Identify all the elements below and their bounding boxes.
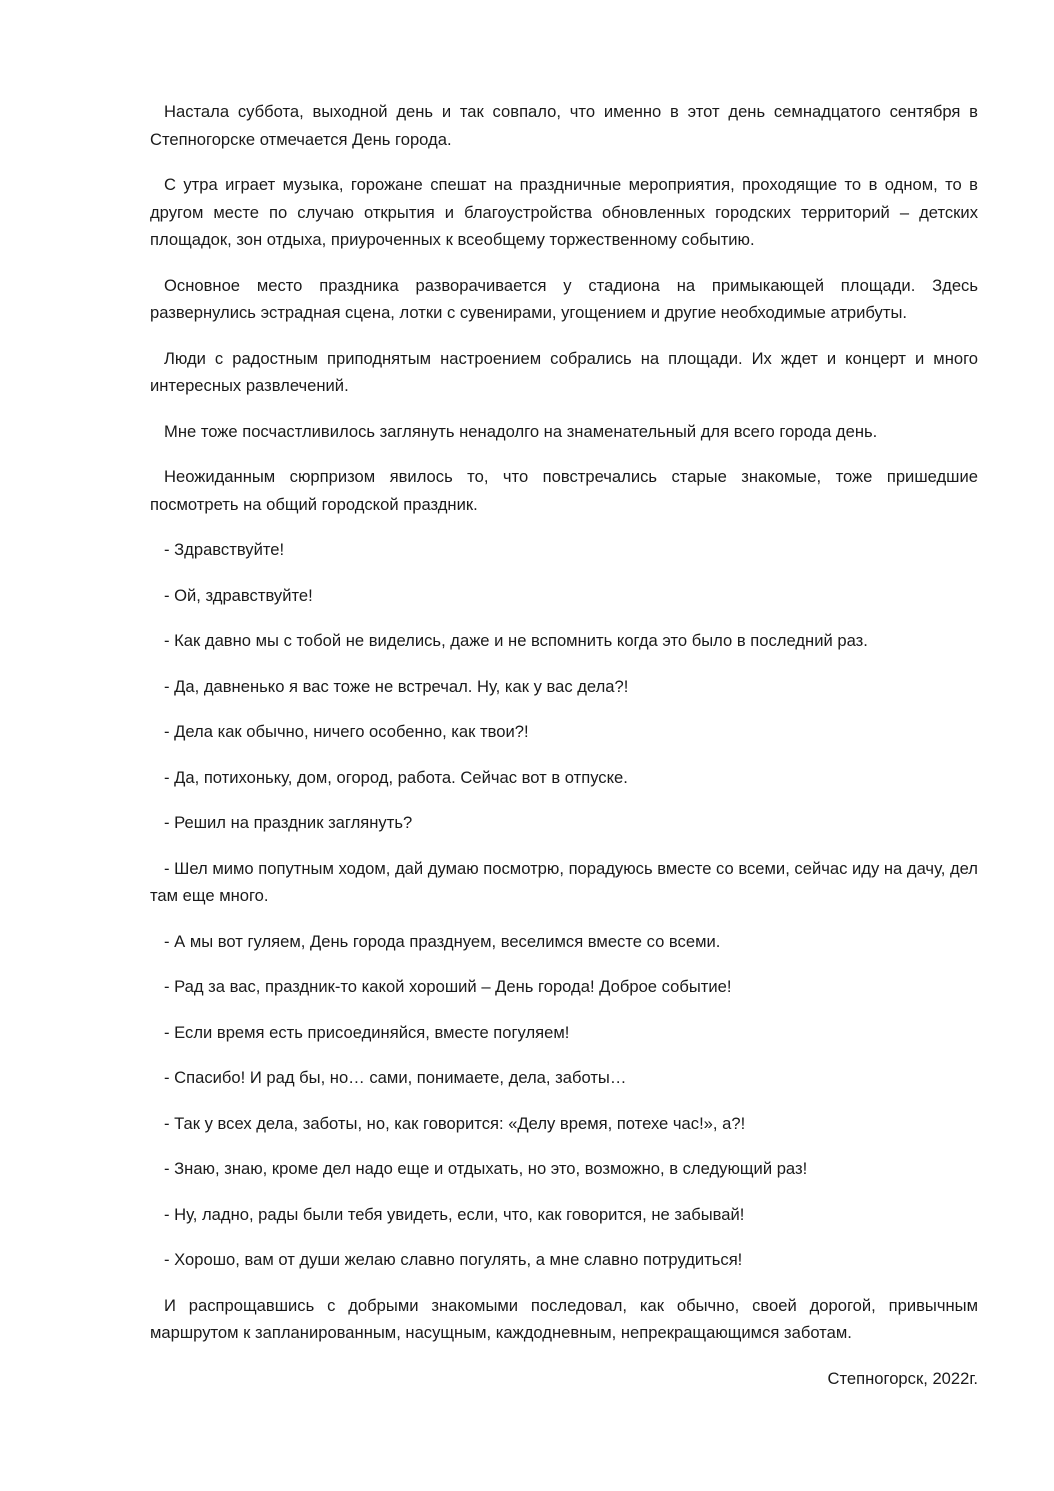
paragraph: Настала суббота, выходной день и так совпало, что именно в этот день семнадцатого сентября в Степногорске отмечается День города.	[150, 102, 978, 149]
dialogue-line: - Решил на праздник заглянуть?	[164, 813, 413, 832]
paragraph: Мне тоже посчастливилось заглянуть ненадолго на знаменательный для всего города день.	[164, 421, 878, 441]
closing-paragraph: И распрощавшись с добрыми знакомыми последовал, как обычно, своей дорогой, привычным маршрутом к запланированным, насущным, каждодневным, непрекращающимся заботам.	[150, 1295, 978, 1342]
paragraph: С утра играет музыка, горожане спешат на праздничные мероприятия, проходящие то в одном, то в другом месте по случаю открытия и благоустройства обновленных городских территорий – детских площадок, зон отдыха, приуроченных к всеобщему торжественному событию.	[150, 175, 978, 249]
dialogue-line: - Здравствуйте!	[164, 540, 285, 559]
dialogue-line: - Хорошо, вам от души желаю славно погулять, а мне славно потрудиться!	[164, 1250, 743, 1269]
dialogue-line: - Ой, здравствуйте!	[164, 585, 313, 605]
dialogue-line: - Если время есть присоединяйся, вместе погуляем!	[164, 1022, 570, 1042]
dialogue-line: - Дела как обычно, ничего особенно, как твои?!	[164, 722, 529, 741]
dialogue-line: - Так у всех дела, заботы, но, как говорится: «Делу время, потехе час!», а?!	[164, 1113, 746, 1133]
signature-place-date: Степногорск, 2022г.	[827, 1368, 978, 1388]
dialogue-line: - Да, давненько я вас тоже не встречал. Ну, как у вас дела?!	[164, 676, 629, 696]
dialogue-line: - Как давно мы с тобой не виделись, даже и не вспомнить когда это было в последний раз.	[164, 631, 868, 650]
dialogue-line: - Рад за вас, праздник-то какой хороший – День города! Доброе событие!	[164, 977, 732, 996]
dialogue-line: - Знаю, знаю, кроме дел надо еще и отдыхать, но это, возможно, в следующий раз!	[164, 1159, 808, 1178]
dialogue-line: - Спасибо! И рад бы, но… сами, понимаете, дела, заботы…	[164, 1068, 627, 1087]
paragraph: Люди с радостным приподнятым настроением собрались на площади. Их ждет и концерт и много интересных развлечений.	[150, 348, 978, 395]
dialogue-line: - А мы вот гуляем, День города празднуем, веселимся вместе со всеми.	[164, 931, 721, 951]
dialogue-line: - Шел мимо попутным ходом, дай думаю посмотрю, порадуюсь вместе со всеми, сейчас иду на дачу, дел там еще много.	[150, 858, 978, 905]
paragraph: Основное место праздника разворачивается у стадиона на примыкающей площади. Здесь развернулись эстрадная сцена, лотки с сувенирами, угощением и другие необходимые атрибуты.	[150, 275, 978, 322]
document-page	[150, 98, 978, 1392]
paragraph: Неожиданным сюрпризом явилось то, что повстречались старые знакомые, тоже пришедшие посмотреть на общий городской праздник.	[150, 467, 978, 514]
dialogue-line: - Да, потихоньку, дом, огород, работа. Сейчас вот в отпуске.	[164, 767, 628, 787]
dialogue-line: - Ну, ладно, рады были тебя увидеть, если, что, как говорится, не забывай!	[164, 1204, 745, 1224]
